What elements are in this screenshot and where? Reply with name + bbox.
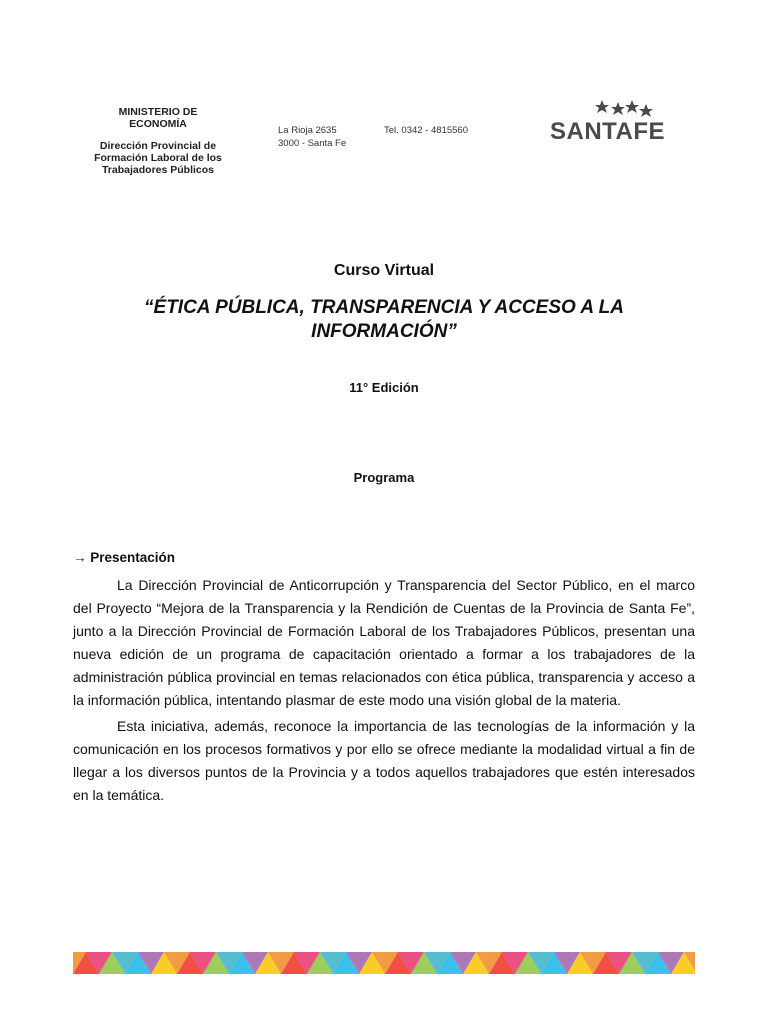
program-label: Programa (353, 470, 415, 485)
ministry-line-2: ECONOMÍA (129, 118, 187, 130)
course-title (120, 296, 648, 344)
stars-icon (594, 98, 674, 120)
logo-wordmark: SANTAFE (550, 118, 666, 145)
direction-line-3: Trabajadores Públicos (101, 164, 215, 176)
presentation-paragraph-2: Esta iniciativa, además, reconoce la importancia de las tecnologías de la información y la comunicación en los procesos formativos y por ello se ofrece mediante la modalidad virtual a fin de llegar a los diversos puntos de la Provincia y a todos aquellos trabajadores que estén interesados en la temática. (73, 718, 695, 803)
direction-line-1: Dirección Provincial de (99, 140, 217, 152)
address-block (278, 124, 346, 150)
santafe-logo (550, 98, 680, 150)
phone-number: Tel. 0342 - 4815560 (384, 125, 468, 136)
course-title-line-1: “ÉTICA PÚBLICA, TRANSPARENCIA Y ACCESO A LA (144, 297, 624, 318)
presentation-paragraph-1: La Dirección Provincial de Anticorrupción y Transparencia del Sector Público, en el marco del Proyecto “Mejora de la Transparencia y la Rendición de Cuentas de la Provincia de Santa Fe”, junto a la Dirección Provincial de Formación Laboral de los Trabajadores Públicos, presentan una nueva edición de un programa de capacitación orientado a formar a los trabajadores de la administración pública provincial en temas relacionados con ética pública, transparencia y acceso a la información pública, intentando plasmar de este modo una visión global de la materia. (73, 577, 695, 708)
address-street: La Rioja 2635 (278, 125, 337, 136)
address-city: 3000 - Santa Fe (278, 138, 347, 149)
section-heading: → Presentación (73, 550, 176, 565)
edition-label: 11° Edición (349, 380, 419, 395)
course-title-line-2: INFORMACIÓN” (311, 321, 457, 342)
course-type: Curso Virtual (333, 262, 435, 279)
ministry-block (88, 106, 228, 176)
direction-line-2: Formación Laboral de los (94, 152, 222, 164)
ministry-line-1: MINISTERIO DE (118, 106, 198, 118)
decorative-color-band (73, 952, 695, 974)
